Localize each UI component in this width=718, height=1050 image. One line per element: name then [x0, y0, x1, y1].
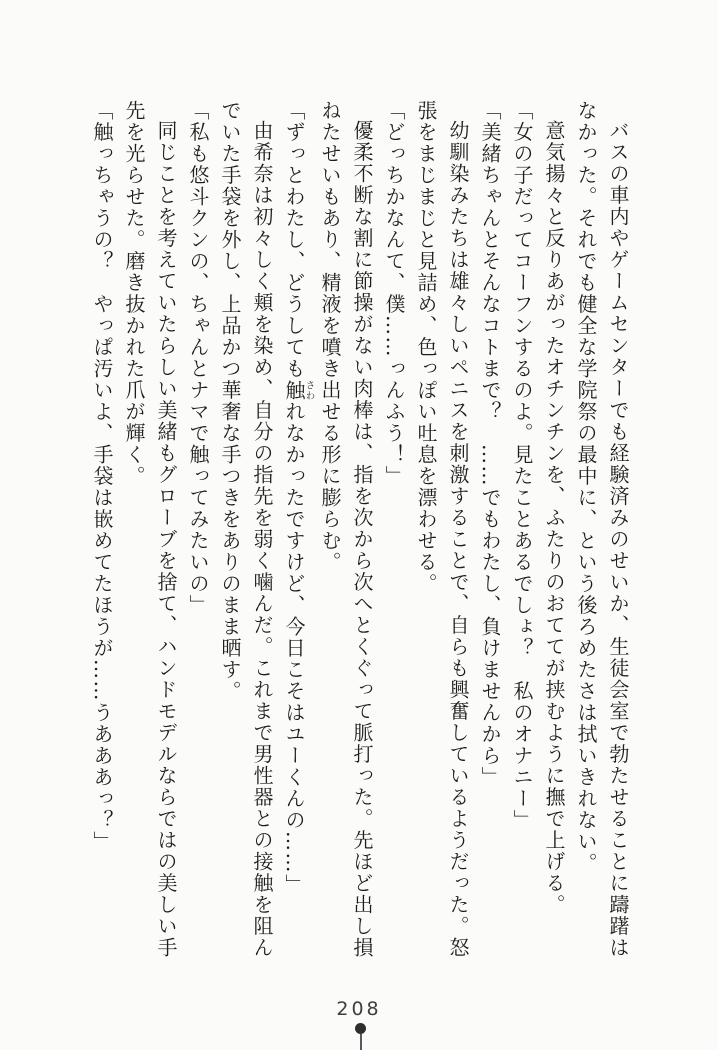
text-column: なかった。それでも健全な学院祭の最中に、という後ろめたさは拭いきれない。 — [574, 100, 598, 874]
text-column: 「触っちゃうの？ やっぱ汚いよ、手袋は嵌めてたほうが……うあああっ？」 — [90, 100, 114, 853]
text-column: 「どっちかなんて、僕……っんふう！」 — [382, 100, 406, 487]
text-column: 張をまじまじと見詰め、色っぽい吐息を漂わせる。 — [414, 100, 438, 595]
text-column: でいた手袋を外し、上品かつ華奢な手つきをありのまま晒す。 — [218, 100, 242, 702]
text-column: 由希奈は初々しく頬を染め、自分の指先を弱く噛んだ。これまで男性器との接触を阻ん — [250, 120, 274, 959]
text-column: バスの車内やゲームセンターでも経験済みのせいか、生徒会室で勃たせることに躊躇は — [606, 120, 630, 959]
text-column: 意気揚々と反りあがったオチンチンを、ふたりのおててが挟むように撫で上げる。 — [542, 120, 566, 916]
center-mark-stem — [360, 1034, 362, 1050]
text-column: 先を光らせた。磨き抜かれた爪が輝く。 — [122, 100, 146, 487]
text-column: 幼馴染みたちは雄々しいペニスを刺激することで、自らも興奮しているようだった。怒 — [446, 120, 470, 959]
text-column: 「女の子だってコーフンするのよ。見たことあるでしょ？ 私のオナニー」 — [510, 100, 534, 831]
text-column: 「美緒ちゃんとそんなコトまで？ ……でもわたし、負けませんから」 — [478, 100, 502, 788]
text-body — [86, 100, 634, 968]
page-number: 208 — [336, 998, 382, 1020]
text-column: 優柔不断な割に節操がない肉棒は、指を次から次へとくぐって脈打った。先ほど出し損 — [350, 120, 374, 959]
ruby-annotated-text: 触さわ — [282, 379, 315, 401]
center-mark-dot — [355, 1023, 366, 1034]
text-column: 同じことを考えていたらしい美緒もグローブを捨て、ハンドモデルならではの美しい手 — [154, 120, 178, 959]
text-column: ねたせいもあり、精液を噴き出せる形に膨らむ。 — [318, 100, 342, 573]
furigana: さわ — [303, 379, 315, 401]
text-column: 「ずっとわたし、どうしても触さわれなかったですけど、今日こそはユーくんの……」 — [282, 100, 315, 896]
text-column: 「私も悠斗クンの、ちゃんとナマで触ってみたいの」 — [186, 100, 210, 616]
